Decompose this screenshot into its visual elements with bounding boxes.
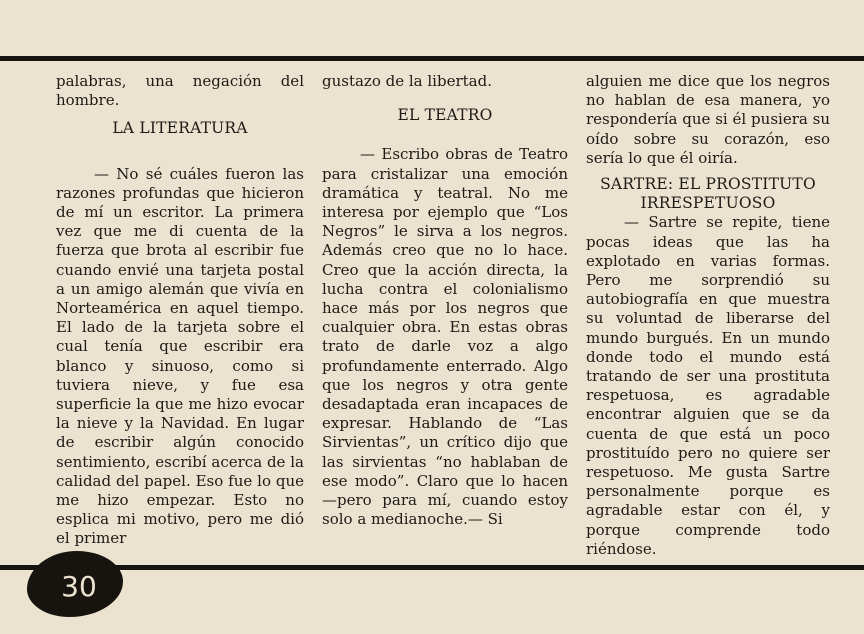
column-3-lead-text: alguien me dice que los negros no hablan de esa manera, yo respondería que si él pusiera su oído sobre su corazón, eso sería lo que él oiría.: [586, 72, 830, 167]
page-number-badge: [27, 551, 123, 617]
article-columns: [0, 72, 864, 560]
section-heading-teatro: EL TEATRO: [397, 106, 493, 125]
bottom-rule: [0, 565, 864, 570]
column-1-paragraph: — No sé cuáles fueron las razones profundas que hicieron de mí un escritor. La primera vez que me di cuenta de la fuerza que brota al escribir fue cuando envié una tarjeta postal a un amigo alemán que vivía en Norteamérica en aquel tiempo. El lado de la tarjeta sobre el cual tenía que escribir era blanco y sinuoso, como si tuviera nieve, y fue esa superficie la que me hizo evocar la nieve y la Navidad. En lugar de escribir algún conocido sentimiento, escribí acerca de la calidad del papel. Eso fue lo que me hizo empezar. Esto no esplica mi motivo, pero me dió el primer: [56, 164, 304, 548]
section-heading-sartre-line-1: SARTRE: EL PROSTITUTO: [600, 175, 816, 194]
section-heading-literatura: LA LITERATURA: [112, 119, 248, 138]
column-2: [322, 72, 568, 560]
column-1: [56, 72, 304, 560]
column-2-paragraph: — Escribo obras de Teatro para cristalizar una emoción dramática y teatral. No me interesa por ejemplo que “Los Negros” le sirva a los negros. Además creo que no lo hace. Creo que la acción directa, la lucha contra el colonialismo hace más por los negros que cualquier obra. En estas obras trato de darle voz a algo profundamente enterrado. Algo que los negros y otra gente desadaptada eran incapaces de expresar. Hablando de “Las Sirvientas”, un crítico dijo que las sirvientas “no hablaban de ese modo”. Claro que lo hacen —pero para mí, cuando estoy solo a medianoche.— Si: [322, 145, 568, 529]
section-heading-sartre-line-2: IRRESPETUOSO: [640, 194, 776, 213]
column-2-lead-text: gustazo de la libertad.: [322, 72, 492, 90]
column-3-paragraph: — Sartre se repite, tiene pocas ideas que las ha explotado en varias formas. Pero me sorprendió su autobiografía en que muestra su voluntad de liberarse del mundo burgués. En un mundo donde todo el mundo está tratando de ser una prostituta respetuosa, es agradable encontrar alguien que se da cuenta de que está un poco prostituído pero no quiere ser respetuoso. Me gusta Sartre personalmente porque es agradable estar con él, y porque comprende todo riéndose.: [586, 213, 830, 558]
column-3: [586, 72, 830, 560]
column-1-lead-text: palabras, una negación del hombre.: [56, 72, 304, 110]
top-rule: [0, 56, 864, 61]
page-number: 30: [61, 569, 97, 603]
